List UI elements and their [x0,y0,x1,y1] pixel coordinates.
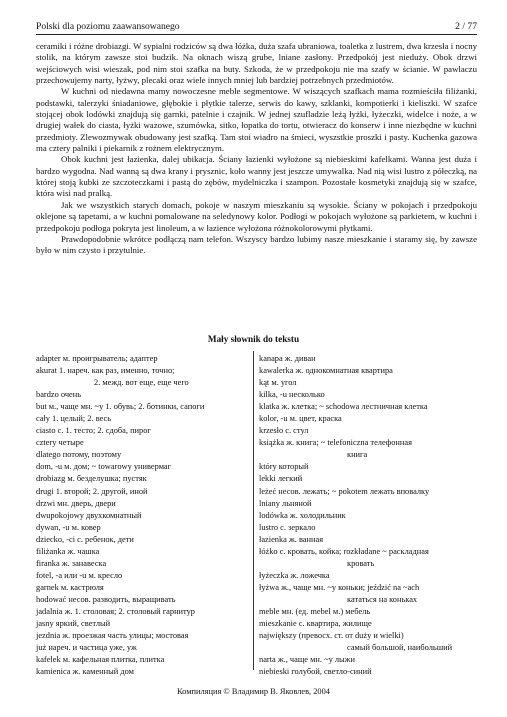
dictionary-entry-continuation: кататься на коньках [347,594,418,604]
dictionary-entry-continuation: кровать [347,558,375,568]
dictionary-entry: już нареч. и частица уже, уж [36,643,137,653]
dictionary-entry: łóżko с. кровать, койка; rozkładane ~ раскладная [259,546,429,556]
dictionary-entry: krzesło с. стул [259,426,309,436]
dictionary-entry: hodować несов. разводить, выращивать [36,594,176,604]
dictionary-entry: cztery четыре [36,438,84,448]
paragraph: W kuchni od niedawna mamy nowoczesne meble segmentowe. W wiszących szafkach mama rozmieściła filiżanki, podstawki, talerzyki śniadaniowe, głębokie i płytkie talerze, serwis do kawy, szklanki, kompotierki i kieliszki. W szafce stojącej obok lodówki znajdują się garnki, patelnie i czajnik. W jednej szufladzie leżą łyżki, łyżeczki, widelce i noże, a w drugiej wałek do ciasta, łyżki wazowe, szumówka, sitko, łopatka do tortu, otwieracz do konserw i inne niezbędne w kuchni przedmioty. Zlewozmywak obudowany jest szafką. Tam stoi wiadro na śmieci, wyszstkie proszki i pasty. Kuchenka gazowa ma cztery palniki i piekarnik z rożnem elektrycznym. [36,86,477,154]
dictionary-left-column [36,353,248,678]
dictionary-entry: łyżeczka ж. ложечка [259,570,330,580]
dictionary-entry: kolor, -u м. цвет, краска [259,414,342,424]
dictionary-entry: największy (превосх. ст. от duży и wielki) [259,631,404,641]
dictionary-entry: niebieski голубой, светло-синий [259,667,372,677]
dictionary-entry: firanka ж. занавеска [36,558,107,568]
dictionary-entry: lekki легкий [259,474,303,484]
dictionary-entry: mieszkanie с. квартира, жилище [259,619,372,629]
dictionary-entry: klatka ж. клетка; ~ schodowa лестничная клетка [259,402,428,412]
dictionary-entry: filiżanka ж. чашка [36,546,100,556]
dictionary-entry: dlatego потому, поэтому [36,450,122,460]
dictionary-entry: jasny яркий, светлый [36,619,111,629]
dictionary-entry: kafelek м. кафельная плитка, плитка [36,655,165,665]
dictionary-entry: drobiazg м. безделушка; пустяк [36,474,147,484]
dictionary-entry: łazienka ж. ванная [259,534,324,544]
dictionary-entry: lniany льняной [259,498,312,508]
dictionary-entry: kawalerka ж. однокомнатная квартира [259,366,393,376]
dictionary-entry: adapter м. проигрыватель; адаптер [36,354,158,363]
dictionary-entry: kamienica ж. каменный дом [36,667,134,677]
book-title: Polski dla poziomu zaawansowanego [36,21,180,32]
dictionary-entry: leżeć несов. лежать; ~ pokotem лежать вповалку [259,486,430,496]
dictionary-entry: drzwi мн. дверь, двери [36,498,116,508]
dictionary-entry: akurat 1. нареч. как раз, именно, точно; [36,366,175,376]
dictionary-entry: cały 1. целый; 2. весь [36,414,112,424]
paragraph: Prawdopodobnie wkrótce podłączą nam telefon. Wszyscy bardzo lubimy nasze mieszkanie i staramy się, by zawsze było w nim czysto i przytulnie. [36,233,477,256]
dictionary-entry: dwupokojowy двухкомнатный [36,510,142,520]
dictionary-entry: dom, -u м. дом; ~ towarowy универмаг [36,462,172,472]
dictionary-entry-continuation: самый большой, наибольший [347,643,453,653]
dictionary-entry: drugi 1. второй; 2. другой, иной [36,486,148,496]
paragraph: ceramiki i różne drobiazgi. W sypialni rodziców są dwa łóżka, duża szafa ubraniowa, toaletka z lustrem, dwa krzesła i nocny stolik, na którym zawsze stoi budzik. Na oknach wiszą grube, lniane zasłony. Przedpokój jest nieduży. Obok drzwi wejściowych wisi wieszak, pod nim stoi szafka na buty. Szkoda, że w przedpokoju nie ma szafy w ścianie. W pawlaczu przechowujemy narty, łyżwy, plecaki oraz wiele innych mniej lub bardziej potrzebnych przedmiotów. [36,41,477,86]
dictionary-entry: fotel, -a или -u м. кресло [36,570,123,580]
dictionary-entry: narta ж., чаще мн. ~y лыжи [259,655,355,665]
page-number: 2 / 77 [455,21,477,32]
dictionary-entry: meble мн. (ед. mebel м.) мебель [259,606,371,616]
dictionary-entry: który который [259,462,309,472]
main-text [36,41,477,257]
dictionary-entry: ciasto с. 1. тесто; 2. сдоба, пирог [36,426,151,436]
dictionary-entry: lodówka ж. холодильник [259,510,346,520]
page-header [36,20,477,35]
dictionary-entry: kilka, -u несколько [259,390,325,400]
dictionary-entry: lustro с. зеркало [259,522,316,532]
dictionary-title: Mały słownik do tekstu [207,334,300,344]
dictionary-entry: książka ж. книга; ~ telefoniczna телефонная [259,438,412,448]
dictionary-entry: bardzo очень [36,390,82,400]
dictionary-entry: jadalnia ж. 1. столовая; 2. столовый гарнитур [36,606,195,616]
dictionary-entry: jezdnia ж. проезжая часть улицы; мостовая [36,631,189,641]
dictionary-entry: łyżwa ж., чаще мн. ~y коньки; jeździć na ~ach [259,582,420,592]
paragraph: Jak we wszystkich starych domach, pokoje w naszym mieszkaniu są wysokie. Ściany w pokojach i przedpokoju oklejone są tapetami, a w kuchni pomalowane na seledynowy kolor. Podłogi w pokojach wyłożone są parkietem, w kuchni i przedpokoju podłoga pokryta jest linoleum, a w łazience wyłożona różnokolorowymi płytkami. [36,199,477,233]
dictionary-entry-continuation: книга [347,450,368,460]
dictionary-entry: dywan, -u м. ковер [36,522,101,532]
dictionary-entry-continuation: 2. межд. вот еще, еще чего [94,378,189,388]
dictionary-right-column [259,353,477,678]
dictionary-entry: kąt м. угол [259,378,297,388]
dictionary-entry: garnek м. кастрюля [36,582,104,592]
paragraph: Obok kuchni jest łazienka, dalej ubikacja. Ściany łazienki wyłożone są niebieskimi kafelkami. Wanna jest duża i bardzo wygodna. Nad wanną są dwa krany i prysznic, koło wanny jest jeszcze umywalka. Nad nią wisi lustro z półeczką, na której stoją kubki ze szczoteczkami i pastą do zębów, mydelniczka i szampon. Pozostałe kosmetyki znajdują się w szafce, która wisi nad pralką. [36,154,477,199]
dictionary-entry: kanapa ж. диван [259,354,316,363]
column-divider [253,351,254,670]
dictionary-entry: dziecko, -ci с. ребенок, дети [36,534,134,544]
dictionary-entry: but м., чаще мн. ~y 1. обувь; 2. ботинки, сапоги [36,402,205,412]
page-footer: Компиляция © Владимир В. Яковлев, 2004 [177,687,330,696]
